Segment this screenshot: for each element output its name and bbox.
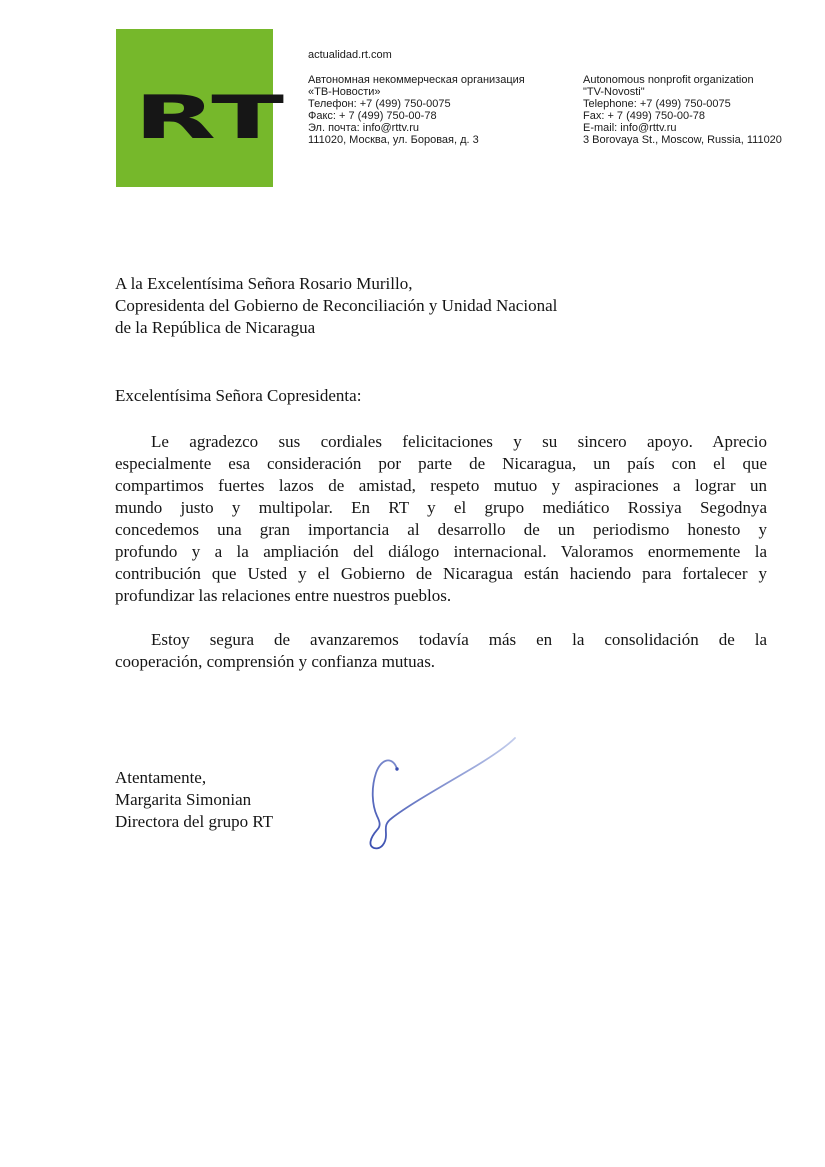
text-line: Телефон: +7 (499) 750-0075 (308, 98, 451, 111)
text-line: Fax: + 7 (499) 750-00-78 (583, 110, 705, 123)
text-line: Estoy segura de avanzaremos todavía más en la consolidación de la (151, 630, 767, 649)
text-line: de la República de Nicaragua (115, 318, 316, 337)
text-line: 111020, Москва, ул. Боровая, д. 3 (308, 134, 479, 147)
text-line: profundo y a la ampliación del diálogo internacional. Valoramos enormemente la (115, 542, 767, 561)
text-line: compartimos fuertes lazos de amistad, respeto mutuo y aspiraciones a lograr un (115, 476, 767, 495)
text-line: mundo justo y multipolar. En RT y el grupo mediático Rossiya Segodnya (115, 498, 767, 517)
rt-logo-letters: RT (134, 83, 285, 153)
text-line: «ТВ-Новости» (308, 86, 381, 99)
text-line: E-mail: info@rttv.ru (583, 122, 677, 135)
text-line: profundizar las relaciones entre nuestros pueblos. (115, 586, 452, 605)
text-line: Autonomous nonprofit organization (583, 74, 754, 86)
text-line: Автономная некоммерческая организация (308, 74, 525, 86)
signature-dot (395, 767, 398, 770)
letterhead-website: actualidad.rt.com (308, 49, 392, 61)
text-line: Le agradezco sus cordiales felicitaciones y su sincero apoyo. Aprecio (151, 432, 767, 451)
text-line: Margarita Simonian (115, 790, 252, 809)
text-line: Эл. почта: info@rttv.ru (308, 122, 419, 135)
letterhead-russian-block (308, 74, 525, 147)
text-line: 3 Borovaya St., Moscow, Russia, 111020 (583, 134, 782, 147)
text-line: "TV-Novosti" (583, 86, 645, 99)
rt-logo (116, 29, 296, 187)
text-line: cooperación, comprensión y confianza mutuas. (115, 652, 436, 671)
text-line: concedemos una gran importancia al desarrollo de un periodismo honesto y (115, 520, 767, 539)
text-line: contribución que Usted y el Gobierno de Nicaragua están haciendo para fortalecer y (115, 564, 767, 583)
handwritten-signature (350, 728, 520, 858)
recipient-block (115, 273, 767, 339)
text-line: Telephone: +7 (499) 750-0075 (583, 98, 731, 111)
text-line: Directora del grupo RT (115, 812, 274, 831)
signature-stroke (370, 738, 515, 848)
paragraph-2 (115, 629, 767, 673)
text-line: Atentamente, (115, 768, 207, 787)
text-line: A la Excelentísima Señora Rosario Murillo, (115, 274, 413, 293)
paragraph-1 (115, 431, 767, 607)
letterhead-english-block (583, 74, 782, 147)
text-line: Факс: + 7 (499) 750-00-78 (308, 110, 437, 123)
salutation: Excelentísima Señora Copresidenta: (115, 386, 362, 405)
text-line: especialmente esa consideración por parte de Nicaragua, un país con el que (115, 454, 767, 473)
text-line: Copresidenta del Gobierno de Reconciliación y Unidad Nacional (115, 296, 558, 315)
